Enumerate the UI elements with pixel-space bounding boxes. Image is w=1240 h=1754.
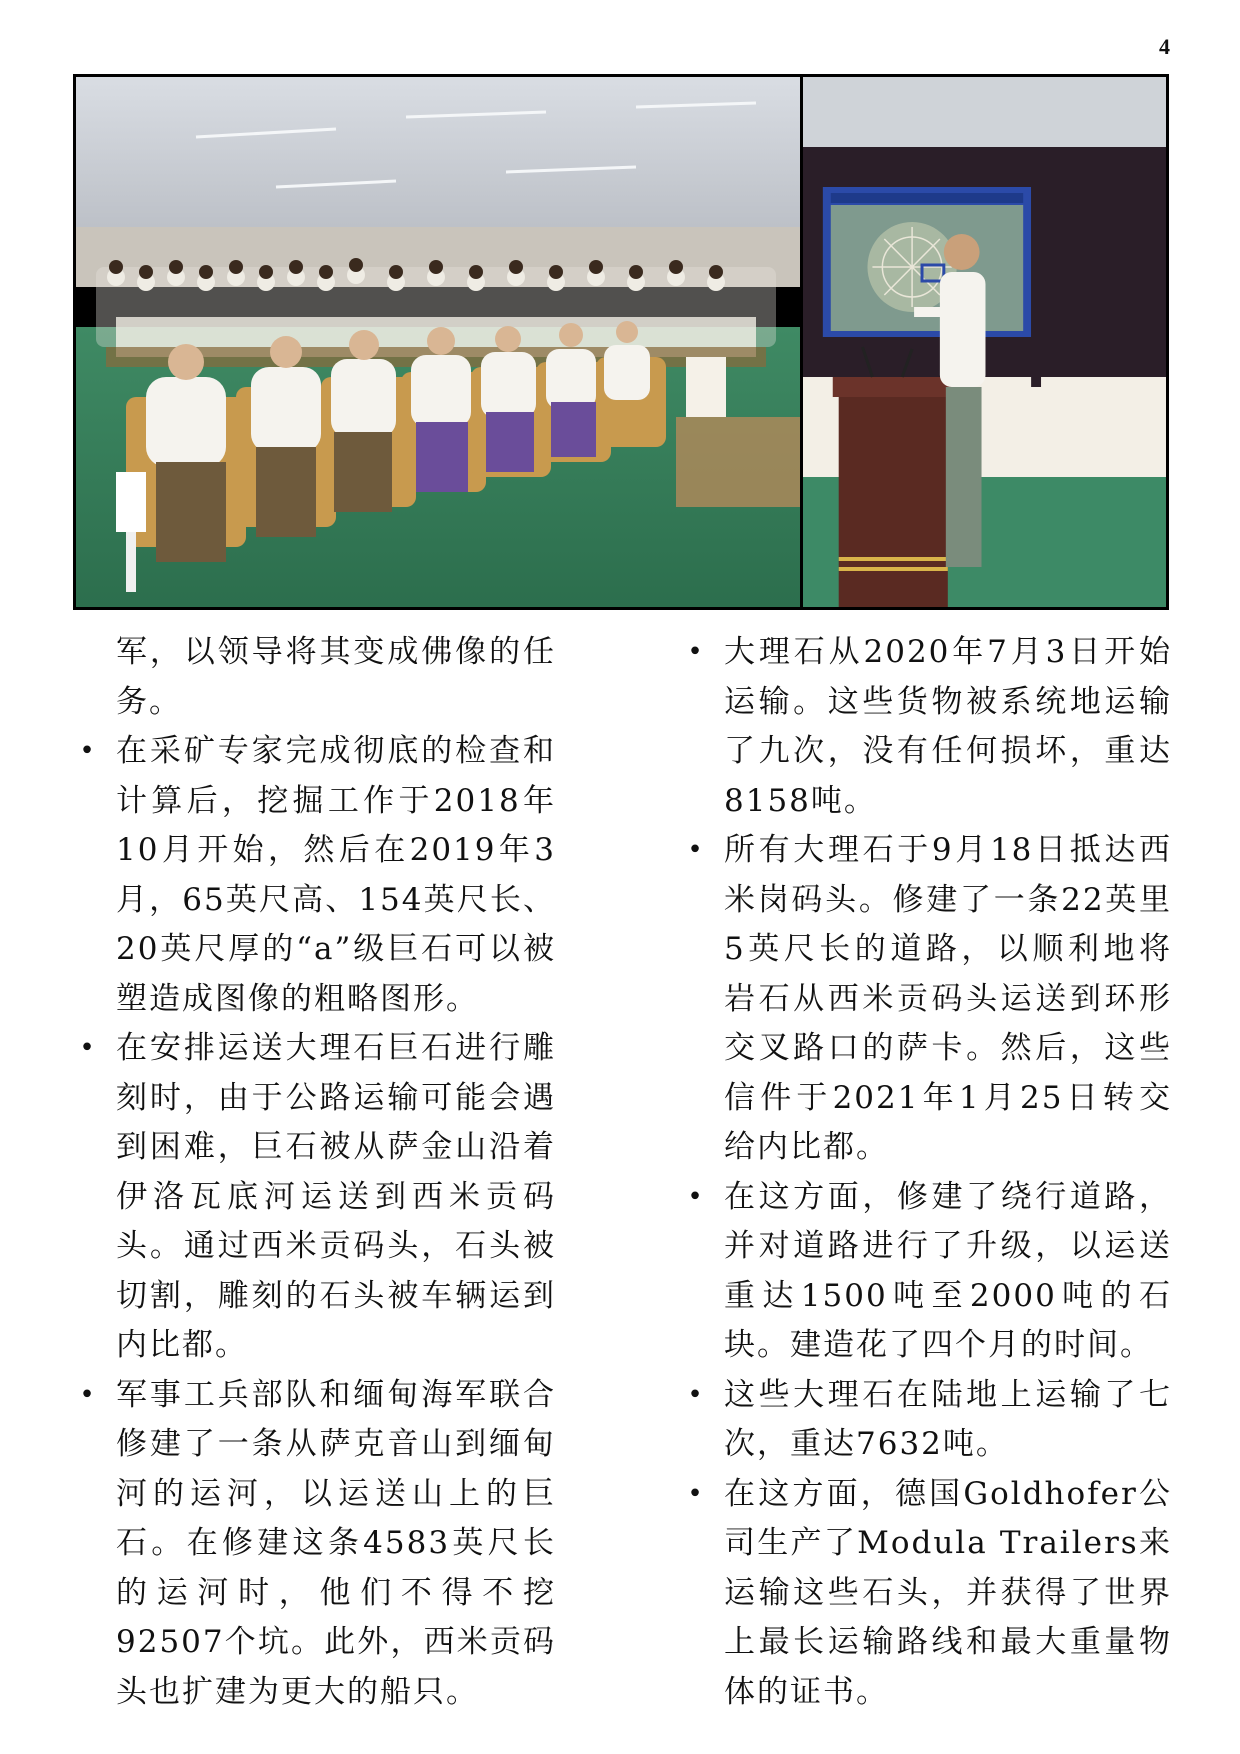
left-bullet-item <box>76 1024 556 1371</box>
photo-strip <box>73 74 1169 610</box>
right-bullet-item <box>684 1371 1172 1470</box>
right-bullet-item <box>684 1470 1172 1718</box>
bullet-icon: • <box>687 1478 705 1509</box>
bullet-icon: • <box>687 835 705 865</box>
bullet-icon: • <box>687 637 705 667</box>
right-bullet-item <box>684 1173 1172 1371</box>
right-bullet-text: 在这方面，修建了绕行道路，并对道路进行了升级，以运送重达1500吨至2000吨的石块。建造花了四个月的时间。 <box>724 1178 1172 1363</box>
bullet-icon: • <box>687 1379 705 1410</box>
right-bullet-item <box>684 826 1172 1173</box>
right-bullet-text: 大理石从2020年7月3日开始运输。这些货物被系统地运输了九次，没有任何损坏，重达8158吨。 <box>724 634 1172 819</box>
audience-photo <box>76 77 803 607</box>
speaker-photo <box>803 77 1166 607</box>
bullet-icon: • <box>79 736 97 766</box>
bullet-icon: • <box>79 1033 97 1063</box>
right-bullet-text: 在这方面，德国Goldhofer公司生产了Modula Trailers来运输这些石头，并获得了世界上最长运输路线和最大重量物体的证书。 <box>724 1475 1172 1710</box>
left-bullet-text: 在采矿专家完成彻底的检查和计算后，挖掘工作于2018年10月开始，然后在2019年3月，65英尺高、154英尺长、20英尺厚的“a”级巨石可以被塑造成图像的粗略图形。 <box>116 733 556 1017</box>
speaker-photo-illustration <box>803 77 1166 607</box>
left-bullet-item <box>76 1371 556 1718</box>
audience-photo-illustration <box>76 77 800 607</box>
left-bullet-text: 军事工兵部队和缅甸海军联合修建了一条从萨克音山到缅甸河的运河，以运送山上的巨石。在修建这条4583英尺长的运河时，他们不得不挖92507个坑。此外，西米贡码头也扩建为更大的船只。 <box>116 1376 556 1710</box>
text-columns <box>76 628 1172 1717</box>
page-number: 4 <box>1159 34 1170 59</box>
right-bullet-item <box>684 628 1172 826</box>
left-bullet-item <box>76 727 556 1024</box>
left-continuation-paragraph: 军，以领导将其变成佛像的任务。 <box>116 634 556 720</box>
left-column <box>76 628 556 1717</box>
left-bullet-text: 在安排运送大理石巨石进行雕刻时，由于公路运输可能会遇到困难，巨石被从萨金山沿着伊洛瓦底河运送到西米贡码头。通过西米贡码头，石头被切割，雕刻的石头被车辆运到内比都。 <box>116 1030 556 1363</box>
bullet-icon: • <box>687 1181 705 1212</box>
right-bullet-text: 所有大理石于9月18日抵达西米岗码头。修建了一条22英里5英尺长的道路，以顺利地将岩石从西米贡码头运送到环形交叉路口的萨卡。然后，这些信件于2021年1月25日转交给内比都。 <box>724 832 1172 1165</box>
bullet-icon: • <box>79 1379 97 1410</box>
right-bullet-text: 这些大理石在陆地上运输了七次，重达7632吨。 <box>724 1376 1172 1462</box>
right-column <box>684 628 1172 1717</box>
